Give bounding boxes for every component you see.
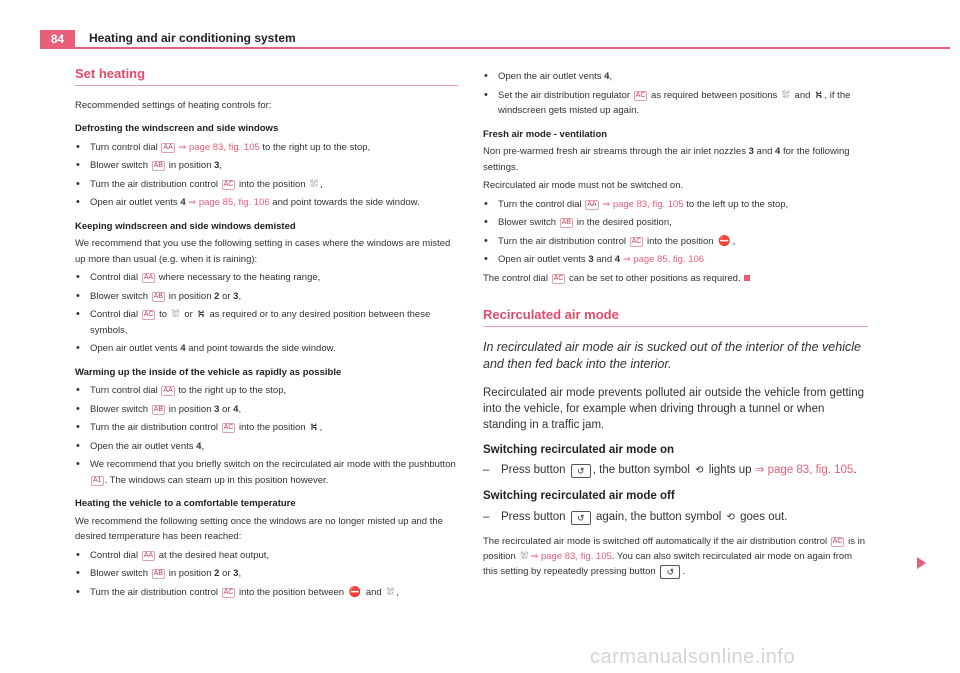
feet-windscreen-icon: ⛕ xyxy=(815,89,823,101)
cross-reference-link[interactable]: ⇒ page 83, fig. 105 xyxy=(178,141,260,153)
list-item: • Control dial AA where necessary to the heating range, xyxy=(75,270,458,286)
list-item: • Turn the air distribution control AC into the position between ⛔ and ⛆ , xyxy=(75,585,458,601)
section-title-set-heating: Set heating xyxy=(75,66,458,86)
recirculation-button-icon: ↺ xyxy=(660,565,680,579)
label-tag: AB xyxy=(153,162,164,169)
list-item: • We recommend that you briefly switch on the recirculated air mode with the pushbutton A1 . The windows can steam up in this position however. xyxy=(75,457,458,488)
watermark: carmanualsonline.info xyxy=(590,646,796,668)
label-tag: AC xyxy=(223,588,234,596)
heading-defrost: Defrosting the windscreen and side windows xyxy=(75,123,279,134)
recirculation-icon: ⟲ xyxy=(726,511,735,523)
section-title-recirculated: Recirculated air mode xyxy=(483,307,868,327)
header-rule xyxy=(75,47,950,49)
list-item: • Blower switch AB in position 2 or 3, xyxy=(75,566,458,582)
list-item: • Blower switch AB in position 3, xyxy=(75,158,458,174)
cross-reference-link[interactable]: ⇒ page 83, fig. 105 xyxy=(530,550,612,562)
fresh-air-note: Recirculated air mode must not be switched on. xyxy=(483,180,684,191)
label-tag: AC xyxy=(223,180,234,188)
heading-comfort: Heating the vehicle to a comfortable temperature xyxy=(75,498,296,509)
list-item: • Blower switch AB in position 3 or 4, xyxy=(75,402,458,418)
recirculation-button-icon: ↺ xyxy=(571,464,591,478)
windscreen-icon: ⛆ xyxy=(386,586,395,598)
heading-recirc-off: Switching recirculated air mode off xyxy=(483,490,675,502)
windscreen-icon: ⛆ xyxy=(781,89,790,101)
heading-demist: Keeping windscreen and side windows demisted xyxy=(75,220,296,232)
comfort-text: We recommend the following setting once the windows are no longer misted up and the desired temperature has been reached: xyxy=(75,515,443,542)
label-tag: AB xyxy=(153,292,164,300)
list-item: • Turn the air distribution control AC into the position ⛕ , xyxy=(75,420,458,436)
list-item: • Open the air outlet vents 4, xyxy=(75,439,458,455)
list-item: • Control dial AA at the desired heat output, xyxy=(75,548,458,564)
list-item: • Turn the control dial AA ⇒ page 83, fig. 105 to the left up to the stop, xyxy=(483,197,868,213)
next-page-arrow-icon[interactable] xyxy=(917,557,926,569)
list-item: • Blower switch AB in position 2 or 3, xyxy=(75,289,458,305)
list-item: • Turn the air distribution control AC into the position ⛔ , xyxy=(483,234,868,250)
step-recirc-on: – Press button ↺ , the button symbol ⟲ lights up ⇒ page 83, fig. 105. xyxy=(483,462,868,479)
label-tag: AA xyxy=(163,387,173,394)
list-item: • Turn control dial AA to the right up to the stop, xyxy=(75,383,458,399)
page-number: 84 xyxy=(40,30,75,49)
label-tag: AC xyxy=(631,237,642,245)
list-item: • Turn control dial AA ⇒ page 83, fig. 105 to the right up to the stop, xyxy=(75,140,458,156)
list-item: • Open air outlet vents 4 and point towards the side window. xyxy=(75,341,458,357)
body-vent-icon: ⛔ xyxy=(718,235,731,247)
page-header xyxy=(40,30,950,49)
list-item: • Open the air outlet vents 4, xyxy=(483,69,868,85)
list-item: • Control dial AC to ⛆ or ⛕ as required or to any desired position between these symbols, xyxy=(75,307,458,338)
feet-windscreen-icon: ⛕ xyxy=(197,309,205,320)
list-item: • Blower switch AB in the desired position, xyxy=(483,215,868,231)
list-item: • Open air outlet vents 3 and 4 ⇒ page 85, fig. 106 xyxy=(483,252,868,268)
recirc-note: The recirculated air mode is switched off automatically if the air distribution control AC is in position ⛆ ⇒ page 83, fig. 105. You can also switch recirculated air mode on again from this setting by repeatedly pressing button ↺ . xyxy=(483,535,866,577)
label-tag: AC xyxy=(143,311,154,318)
label-tag: A1 xyxy=(93,476,102,484)
heading-recirc-on: Switching recirculated air mode on xyxy=(483,443,675,456)
windscreen-icon: ⛆ xyxy=(310,178,319,190)
label-tag: AC xyxy=(223,424,234,431)
right-column xyxy=(483,66,868,579)
cross-reference-link[interactable]: ⇒ page 83, fig. 105 xyxy=(754,464,854,476)
label-tag: AB xyxy=(561,219,572,226)
windscreen-icon: ⛆ xyxy=(171,309,180,320)
label-tag: AA xyxy=(143,551,154,559)
demist-text: We recommend that you use the following setting in cases where the windows are misted up more than usual (e.g. when it is raining): xyxy=(75,238,451,265)
fresh-air-text: Non pre-warmed fresh air streams through the air inlet nozzles 3 and 4 for the following settings. xyxy=(483,146,850,173)
step-recirc-off: – Press button ↺ again, the button symbol ⟲ goes out. xyxy=(483,509,868,526)
recirc-text: Recirculated air mode prevents polluted air outside the vehicle from getting into the vehicle, for example when driving through a tunnel or when standing in a traffic jam. xyxy=(483,386,864,431)
label-tag: AA xyxy=(587,200,597,208)
label-tag: AA xyxy=(163,143,173,151)
label-tag: AB xyxy=(153,570,164,577)
intro-text: Recommended settings of heating controls for: xyxy=(75,99,272,111)
label-tag: AC xyxy=(635,91,646,99)
list-item: • Open air outlet vents 4 ⇒ page 85, fig. 106 and point towards the side window. xyxy=(75,195,458,211)
heading-warm-up: Warming up the inside of the vehicle as rapidly as possible xyxy=(75,366,342,378)
recirculation-button-icon: ↺ xyxy=(571,511,591,525)
feet-icon: ⛕ xyxy=(310,422,318,433)
body-vent-icon: ⛔ xyxy=(348,586,362,598)
label-tag: AB xyxy=(153,405,164,413)
label-tag: AC xyxy=(553,274,564,282)
cross-reference-link[interactable]: ⇒ page 83, fig. 105 xyxy=(602,198,684,210)
cross-reference-link[interactable]: ⇒ page 85, fig. 106 xyxy=(188,197,270,208)
fresh-air-end: The control dial AC can be set to other positions as required. xyxy=(483,271,868,287)
label-tag: AA xyxy=(143,274,154,281)
label-tag: AC xyxy=(832,537,843,545)
recirculation-icon: ⟲ xyxy=(695,465,704,476)
cross-reference-link[interactable]: ⇒ page 85, fig. 106 xyxy=(622,254,705,265)
left-column xyxy=(75,66,458,603)
heading-fresh-air: Fresh air mode - ventilation xyxy=(483,128,608,140)
windscreen-icon: ⛆ xyxy=(520,550,529,562)
running-title: Heating and air conditioning system xyxy=(89,31,296,45)
recirc-intro: In recirculated air mode air is sucked out of the interior of the vehicle and then fed back into the interior. xyxy=(483,339,861,371)
end-marker xyxy=(744,275,750,281)
list-item: • Turn the air distribution control AC into the position ⛆ , xyxy=(75,177,458,193)
list-item: • Set the air distribution regulator AC as required between positions ⛆ and ⛕ , if the windscreen gets misted up again. xyxy=(483,88,868,119)
